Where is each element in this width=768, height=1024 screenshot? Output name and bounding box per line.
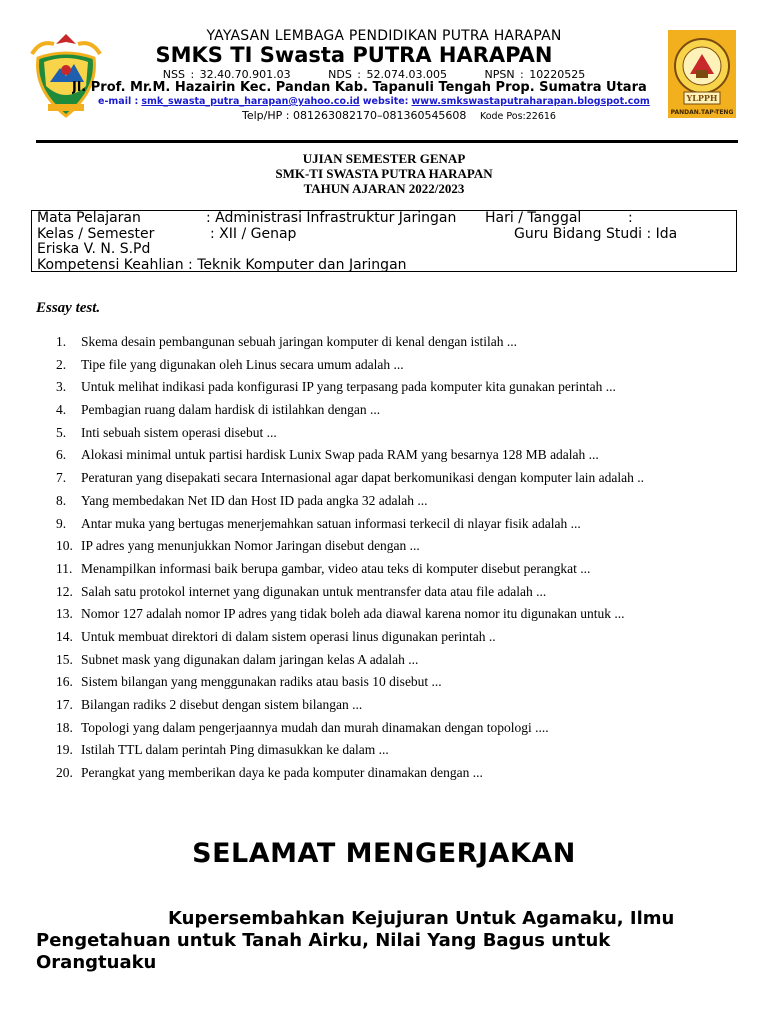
competency: Kompetensi Keahlian : Teknik Komputer dan Jaringan <box>37 256 407 273</box>
npsn: NPSN : 10220525 <box>484 68 586 81</box>
question-number: 2. <box>56 356 67 372</box>
foundation-logo-text: YLPPH <box>686 93 718 103</box>
school-name: SMKS TI Swasta PUTRA HARAPAN <box>155 43 553 67</box>
website-label: website: <box>362 96 409 107</box>
subject-value: : Administrasi Infrastruktur Jaringan <box>206 210 457 226</box>
question-number: 11. <box>56 560 73 576</box>
question-number: 6. <box>56 447 67 463</box>
question-number: 20. <box>56 765 73 781</box>
phone-line <box>15 109 768 122</box>
website-link[interactable]: www.smkswastaputraharapan.blogspot.com <box>411 96 650 107</box>
question-text: Pembagian ruang dalam hardisk di istilahkan dengan ... <box>81 402 381 418</box>
question-text: Untuk membuat direktori di dalam sistem operasi linus digunakan perintah .. <box>81 628 496 644</box>
question-number: 18. <box>56 719 73 735</box>
foundation-logo-caption: PANDAN.TAP-TENG <box>670 109 734 116</box>
nss: NSS : 32.40.70.901.03 <box>162 68 291 81</box>
question-text: Sistem bilangan yang menggunakan radiks atau basis 10 disebut ... <box>81 674 442 690</box>
day-separator: : <box>628 210 633 226</box>
question-text: Alokasi minimal untuk partisi hardisk Lunix Swap pada RAM yang besarnya 128 MB adalah ... <box>81 447 599 463</box>
school-address: Jl. Prof. Mr.M. Hazairin Kec. Pandan Kab. Tapanuli Tengah Prop. Sumatra Utara <box>72 80 647 95</box>
exam-title-line2: SMK-TI SWASTA PUTRA HARAPAN <box>275 166 493 181</box>
question-text: Salah satu protokol internet yang digunakan untuk mentransfer data atau file adalah ... <box>81 583 547 599</box>
day-label: Hari / Tanggal <box>485 210 582 226</box>
teacher-label: Guru Bidang Studi : Ida <box>514 225 678 242</box>
email-link[interactable]: smk_swasta_putra_harapan@yahoo.co.id <box>141 96 360 107</box>
exam-info-box <box>31 210 737 272</box>
header-divider <box>36 140 738 143</box>
motto-text: Kupersembahkan Kejujuran Untuk Agamaku, Ilmu Pengetahuan untuk Tanah Airku, Nilai Yang Bagus untuk Orangtuaku <box>36 908 675 973</box>
closing-heading: SELAMAT MENGERJAKAN <box>192 838 576 869</box>
question-text: Yang membedakan Net ID dan Host ID pada angka 32 adalah ... <box>81 492 428 508</box>
question-text: IP adres yang menunjukkan Nomor Jaringan disebut dengan ... <box>81 538 420 554</box>
foundation-logo <box>668 30 736 118</box>
question-text: Nomor 127 adalah nomor IP adres yang tidak boleh ada diawal karena nomor itu digunakan untuk ... <box>81 606 625 622</box>
contact-links <box>98 96 670 107</box>
letterhead <box>0 0 768 140</box>
question-text: Subnet mask yang digunakan dalam jaringan kelas A adalah ... <box>81 651 419 667</box>
class-value: : XII / Genap <box>210 225 297 242</box>
question-text: Untuk melihat indikasi pada konfigurasi IP yang terpasang pada komputer kita gunakan perintah ... <box>81 379 616 395</box>
email-label: e-mail : <box>98 96 139 107</box>
question-number: 15. <box>56 651 73 667</box>
question-text: Menampilkan informasi baik berupa gambar, video atau teks di komputer disebut perangkat ... <box>81 560 591 576</box>
question-text: Antar muka yang bertugas menerjemahkan satuan informasi terkecil di nlayar fisik adalah ... <box>81 515 581 531</box>
postal-code: Kode Pos:22616 <box>479 111 556 122</box>
question-number: 17. <box>56 697 73 712</box>
question-number: 13. <box>56 606 73 622</box>
subject-label: Mata Pelajaran <box>37 210 141 226</box>
teacher-name: Eriska V. N. S.Pd <box>37 241 151 257</box>
exam-title-line1: UJIAN SEMESTER GENAP <box>302 151 466 166</box>
class-label: Kelas / Semester <box>37 225 155 242</box>
question-text: Istilah TTL dalam perintah Ping dimasukkan ke dalam ... <box>81 742 389 758</box>
question-text: Bilangan radiks 2 disebut dengan sistem bilangan ... <box>81 697 363 712</box>
question-number: 19. <box>56 742 73 758</box>
question-number: 3. <box>56 379 67 395</box>
question-text: Topologi yang dalam pengerjaannya mudah dan murah dinamakan dengan topologi .... <box>81 719 549 735</box>
question-number: 14. <box>56 628 73 644</box>
question-number: 4. <box>56 402 67 418</box>
question-number: 12. <box>56 583 73 599</box>
foundation-name: YAYASAN LEMBAGA PENDIDIKAN PUTRA HARAPAN <box>206 28 562 44</box>
question-number: 9. <box>56 515 67 531</box>
section-title: Essay test. <box>36 300 101 316</box>
exam-title-line3: TAHUN AJARAN 2022/2023 <box>303 181 465 196</box>
phone-number: Telp/HP : 081263082170–081360545608 <box>242 109 467 122</box>
question-number: 1. <box>56 334 67 349</box>
motto <box>36 908 736 974</box>
question-number: 7. <box>56 470 67 486</box>
nds: NDS : 52.074.03.005 <box>328 68 447 81</box>
question-text: Inti sebuah sistem operasi disebut ... <box>81 424 277 440</box>
question-text: Skema desain pembangunan sebuah jaringan komputer di kenal dengan istilah ... <box>81 334 518 349</box>
question-number: 5. <box>56 424 67 440</box>
question-number: 8. <box>56 492 67 508</box>
question-text: Perangkat yang memberikan daya ke pada komputer dinamakan dengan ... <box>81 765 483 781</box>
question-number: 16. <box>56 674 73 690</box>
question-text: Tipe file yang digunakan oleh Linus secara umum adalah ... <box>81 356 404 372</box>
question-text: Peraturan yang disepakati secara Internasional agar dapat berkomunikasi dengan komputer lain adalah .. <box>81 470 645 486</box>
question-number: 10. <box>56 538 73 554</box>
